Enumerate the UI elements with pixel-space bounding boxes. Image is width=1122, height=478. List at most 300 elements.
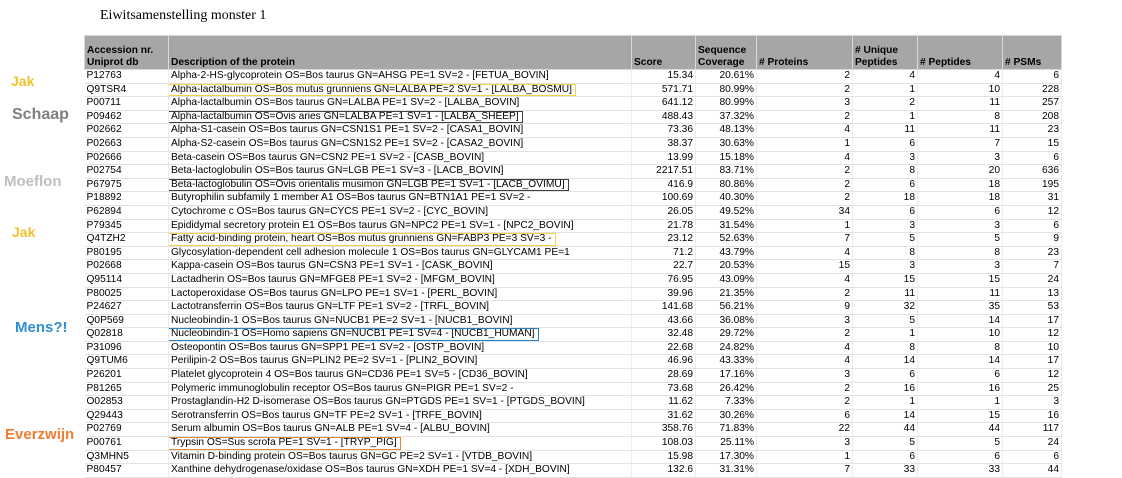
cell-peptides: 11	[918, 287, 1003, 301]
cell-unique-peptides: 1	[853, 396, 918, 410]
description-text: Prostaglandin-H2 D-isomerase OS=Bos taurus GN=PTGDS PE=1 SV=1 - [PTGDS_BOVIN]	[171, 396, 585, 408]
cell-unique-peptides: 6	[853, 205, 918, 219]
cell-accession: P79345	[85, 219, 169, 233]
cell-peptides: 18	[918, 178, 1003, 192]
cell-description	[169, 355, 632, 369]
cell-description	[169, 328, 632, 342]
column-header-coverage: Sequence Coverage	[696, 36, 757, 70]
table-row	[85, 301, 1062, 315]
cell-description	[169, 450, 632, 464]
cell-peptides: 15	[918, 409, 1003, 423]
table-row	[85, 260, 1062, 274]
cell-proteins: 7	[757, 233, 853, 247]
side-label-schaap: Schaap	[12, 106, 69, 123]
cell-coverage: 40.30%	[696, 192, 757, 206]
table-row	[85, 396, 1062, 410]
cell-psms: 208	[1003, 110, 1062, 124]
cell-score: 26.05	[632, 205, 696, 219]
cell-peptides: 14	[918, 355, 1003, 369]
cell-accession: P80457	[85, 464, 169, 478]
cell-peptides: 8	[918, 110, 1003, 124]
cell-proteins: 2	[757, 328, 853, 342]
cell-coverage: 20.53%	[696, 260, 757, 274]
table-row	[85, 124, 1062, 138]
cell-accession: P67975	[85, 178, 169, 192]
cell-accession: P02663	[85, 137, 169, 151]
cell-accession: O02853	[85, 396, 169, 410]
cell-description	[169, 219, 632, 233]
table-row	[85, 70, 1062, 84]
cell-unique-peptides: 2	[853, 97, 918, 111]
cell-proteins: 1	[757, 450, 853, 464]
description-text: Perilipin-2 OS=Bos taurus GN=PLIN2 PE=2 SV=1 - [PLIN2_BOVIN]	[171, 355, 478, 367]
cell-accession: P02769	[85, 423, 169, 437]
table-header	[85, 36, 1062, 70]
cell-proteins: 3	[757, 437, 853, 451]
table-row	[85, 437, 1062, 451]
cell-peptides: 8	[918, 341, 1003, 355]
cell-psms: 13	[1003, 287, 1062, 301]
cell-coverage: 80.86%	[696, 178, 757, 192]
cell-description	[169, 409, 632, 423]
column-header-description: Description of the protein	[169, 36, 632, 70]
page-title: Eiwitsamenstelling monster 1	[100, 8, 267, 23]
cell-description	[169, 137, 632, 151]
cell-unique-peptides: 8	[853, 341, 918, 355]
table-row	[85, 178, 1062, 192]
cell-description	[169, 233, 632, 247]
cell-description	[169, 165, 632, 179]
description-text: Trypsin OS=Sus scrofa PE=1 SV=1 - [TRYP_PIG]	[171, 437, 397, 449]
cell-unique-peptides: 3	[853, 260, 918, 274]
cell-accession: P80025	[85, 287, 169, 301]
cell-description	[169, 423, 632, 437]
cell-coverage: 48.13%	[696, 124, 757, 138]
cell-score: 31.62	[632, 409, 696, 423]
cell-description	[169, 369, 632, 383]
table-row	[85, 110, 1062, 124]
cell-description	[169, 151, 632, 165]
column-header-psms: # PSMs	[1003, 36, 1062, 70]
cell-psms: 16	[1003, 409, 1062, 423]
cell-peptides: 3	[918, 151, 1003, 165]
cell-score: 39.96	[632, 287, 696, 301]
cell-proteins: 4	[757, 124, 853, 138]
cell-description	[169, 464, 632, 478]
cell-unique-peptides: 14	[853, 409, 918, 423]
cell-unique-peptides: 33	[853, 464, 918, 478]
cell-proteins: 2	[757, 165, 853, 179]
description-text: Beta-casein OS=Bos taurus GN=CSN2 PE=1 SV=2 - [CASB_BOVIN]	[171, 151, 485, 163]
cell-unique-peptides: 6	[853, 369, 918, 383]
cell-peptides: 15	[918, 273, 1003, 287]
cell-score: 100.69	[632, 192, 696, 206]
cell-description	[169, 178, 632, 192]
cell-psms: 3	[1003, 396, 1062, 410]
description-text: Epididymal secretory protein E1 OS=Bos taurus GN=NPC2 PE=1 SV=1 - [NPC2_BOVIN]	[171, 219, 574, 231]
description-text: Fatty acid-binding protein, heart OS=Bos mutus grunniens GN=FABP3 PE=3 SV=3 -	[171, 233, 552, 245]
cell-peptides: 44	[918, 423, 1003, 437]
cell-peptides: 1	[918, 396, 1003, 410]
cell-score: 15.34	[632, 70, 696, 84]
cell-coverage: 49.52%	[696, 205, 757, 219]
cell-proteins: 4	[757, 273, 853, 287]
cell-psms: 15	[1003, 137, 1062, 151]
cell-proteins: 2	[757, 382, 853, 396]
cell-score: 38.37	[632, 137, 696, 151]
cell-score: 73.36	[632, 124, 696, 138]
cell-proteins: 9	[757, 301, 853, 315]
description-text: Alpha-S1-casein OS=Bos taurus GN=CSN1S1 PE=1 SV=2 - [CASA1_BOVIN]	[171, 124, 524, 136]
description-text: Beta-lactoglobulin OS=Ovis orientalis musimon GN=LGB PE=1 SV=1 - [LACB_OVIMU]	[171, 178, 565, 190]
cell-unique-peptides: 44	[853, 423, 918, 437]
cell-score: 23.12	[632, 233, 696, 247]
cell-unique-peptides: 5	[853, 437, 918, 451]
cell-coverage: 20.61%	[696, 70, 757, 84]
column-header-accession: Accession nr. Uniprot db	[85, 36, 169, 70]
cell-peptides: 18	[918, 192, 1003, 206]
description-text: Cytochrome c OS=Bos taurus GN=CYCS PE=1 SV=2 - [CYC_BOVIN]	[171, 205, 489, 217]
cell-coverage: 31.31%	[696, 464, 757, 478]
cell-proteins: 4	[757, 246, 853, 260]
cell-accession: Q02818	[85, 328, 169, 342]
cell-score: 28.69	[632, 369, 696, 383]
cell-unique-peptides: 11	[853, 287, 918, 301]
cell-psms: 44	[1003, 464, 1062, 478]
cell-accession: Q9TUM6	[85, 355, 169, 369]
cell-psms: 24	[1003, 437, 1062, 451]
cell-score: 71.2	[632, 246, 696, 260]
cell-peptides: 11	[918, 97, 1003, 111]
description-text: Osteopontin OS=Bos taurus GN=SPP1 PE=1 SV=2 - [OSTP_BOVIN]	[171, 341, 485, 353]
cell-score: 15.98	[632, 450, 696, 464]
column-header-proteins: # Proteins	[757, 36, 853, 70]
cell-score: 73.68	[632, 382, 696, 396]
cell-proteins: 2	[757, 110, 853, 124]
cell-unique-peptides: 8	[853, 165, 918, 179]
cell-proteins: 2	[757, 178, 853, 192]
description-text: Platelet glycoprotein 4 OS=Bos taurus GN=CD36 PE=1 SV=5 - [CD36_BOVIN]	[171, 369, 528, 381]
cell-proteins: 3	[757, 97, 853, 111]
cell-peptides: 4	[918, 70, 1003, 84]
table-row	[85, 151, 1062, 165]
table-row	[85, 382, 1062, 396]
cell-proteins: 4	[757, 355, 853, 369]
cell-proteins: 34	[757, 205, 853, 219]
cell-coverage: 37.32%	[696, 110, 757, 124]
cell-description	[169, 287, 632, 301]
table-row	[85, 409, 1062, 423]
cell-coverage: 26.42%	[696, 382, 757, 396]
cell-accession: P02668	[85, 260, 169, 274]
cell-unique-peptides: 14	[853, 355, 918, 369]
cell-coverage: 15.18%	[696, 151, 757, 165]
description-text: Beta-lactoglobulin OS=Bos taurus GN=LGB PE=1 SV=3 - [LACB_BOVIN]	[171, 165, 504, 177]
cell-proteins: 22	[757, 423, 853, 437]
column-header-score: Score	[632, 36, 696, 70]
cell-accession: Q95114	[85, 273, 169, 287]
cell-unique-peptides: 18	[853, 192, 918, 206]
cell-score: 641.12	[632, 97, 696, 111]
cell-psms: 53	[1003, 301, 1062, 315]
cell-unique-peptides: 15	[853, 273, 918, 287]
table-row	[85, 273, 1062, 287]
cell-description	[169, 301, 632, 315]
cell-accession: P81265	[85, 382, 169, 396]
cell-psms: 31	[1003, 192, 1062, 206]
side-label-mens: Mens?!	[15, 319, 68, 336]
cell-unique-peptides: 32	[853, 301, 918, 315]
cell-coverage: 43.79%	[696, 246, 757, 260]
cell-score: 76.95	[632, 273, 696, 287]
table-row	[85, 423, 1062, 437]
cell-psms: 6	[1003, 219, 1062, 233]
cell-peptides: 10	[918, 83, 1003, 97]
cell-accession: P26201	[85, 369, 169, 383]
cell-coverage: 52.63%	[696, 233, 757, 247]
table-row	[85, 287, 1062, 301]
cell-coverage: 43.09%	[696, 273, 757, 287]
table-row	[85, 369, 1062, 383]
cell-accession: Q3MHN5	[85, 450, 169, 464]
cell-score: 13.99	[632, 151, 696, 165]
cell-score: 358.76	[632, 423, 696, 437]
side-label-everzwijn: Everzwijn	[5, 426, 75, 443]
cell-description	[169, 205, 632, 219]
cell-psms: 9	[1003, 233, 1062, 247]
cell-peptides: 5	[918, 437, 1003, 451]
cell-coverage: 30.26%	[696, 409, 757, 423]
cell-score: 141.68	[632, 301, 696, 315]
description-text: Lactoperoxidase OS=Bos taurus GN=LPO PE=1 SV=1 - [PERL_BOVIN]	[171, 287, 498, 299]
cell-description	[169, 314, 632, 328]
cell-peptides: 6	[918, 450, 1003, 464]
table-row	[85, 355, 1062, 369]
cell-psms: 636	[1003, 165, 1062, 179]
description-text: Alpha-2-HS-glycoprotein OS=Bos taurus GN=AHSG PE=1 SV=2 - [FETUA_BOVIN]	[171, 70, 549, 81]
cell-score: 488.43	[632, 110, 696, 124]
cell-description	[169, 246, 632, 260]
cell-peptides: 10	[918, 328, 1003, 342]
cell-coverage: 56.21%	[696, 301, 757, 315]
cell-psms: 195	[1003, 178, 1062, 192]
table-row	[85, 314, 1062, 328]
cell-score: 32.48	[632, 328, 696, 342]
description-text: Serum albumin OS=Bos taurus GN=ALB PE=1 SV=4 - [ALBU_BOVIN]	[171, 423, 490, 435]
cell-coverage: 36.08%	[696, 314, 757, 328]
cell-score: 21.78	[632, 219, 696, 233]
cell-accession: P18892	[85, 192, 169, 206]
cell-psms: 6	[1003, 450, 1062, 464]
cell-peptides: 6	[918, 205, 1003, 219]
cell-score: 132.6	[632, 464, 696, 478]
cell-coverage: 80.99%	[696, 97, 757, 111]
cell-description	[169, 110, 632, 124]
cell-peptides: 8	[918, 246, 1003, 260]
cell-psms: 23	[1003, 124, 1062, 138]
cell-score: 571.71	[632, 83, 696, 97]
cell-accession: P02666	[85, 151, 169, 165]
cell-accession: Q0P569	[85, 314, 169, 328]
cell-accession: P80195	[85, 246, 169, 260]
cell-description	[169, 396, 632, 410]
table-row	[85, 83, 1062, 97]
cell-score: 46.96	[632, 355, 696, 369]
cell-score: 2217.51	[632, 165, 696, 179]
table-row	[85, 328, 1062, 342]
cell-accession: P24627	[85, 301, 169, 315]
cell-psms: 117	[1003, 423, 1062, 437]
cell-description	[169, 70, 632, 84]
table-row	[85, 450, 1062, 464]
cell-psms: 12	[1003, 369, 1062, 383]
table-row	[85, 97, 1062, 111]
cell-coverage: 31.54%	[696, 219, 757, 233]
column-header-unique-peptides: # Unique Peptides	[853, 36, 918, 70]
cell-peptides: 16	[918, 382, 1003, 396]
cell-proteins: 6	[757, 409, 853, 423]
cell-description	[169, 273, 632, 287]
cell-proteins: 2	[757, 396, 853, 410]
cell-score: 43.66	[632, 314, 696, 328]
cell-description	[169, 341, 632, 355]
cell-peptides: 5	[918, 233, 1003, 247]
table-row	[85, 165, 1062, 179]
cell-peptides: 3	[918, 219, 1003, 233]
cell-proteins: 2	[757, 192, 853, 206]
cell-proteins: 1	[757, 219, 853, 233]
cell-proteins: 1	[757, 137, 853, 151]
cell-psms: 12	[1003, 328, 1062, 342]
protein-table	[84, 35, 1062, 478]
cell-psms: 12	[1003, 205, 1062, 219]
table-row	[85, 219, 1062, 233]
table-row	[85, 137, 1062, 151]
cell-proteins: 2	[757, 70, 853, 84]
cell-unique-peptides: 6	[853, 178, 918, 192]
cell-accession: Q9TSR4	[85, 83, 169, 97]
cell-coverage: 30.63%	[696, 137, 757, 151]
description-text: Alpha-S2-casein OS=Bos taurus GN=CSN1S2 PE=1 SV=2 - [CASA2_BOVIN]	[171, 137, 524, 149]
cell-coverage: 24.82%	[696, 341, 757, 355]
cell-unique-peptides: 5	[853, 314, 918, 328]
cell-psms: 257	[1003, 97, 1062, 111]
cell-psms: 7	[1003, 260, 1062, 274]
header-row	[85, 36, 1062, 70]
cell-score: 416.9	[632, 178, 696, 192]
description-text: Alpha-lactalbumin OS=Bos mutus grunniens GN=LALBA PE=2 SV=1 - [LALBA_BOSMU]	[171, 83, 572, 95]
cell-unique-peptides: 1	[853, 110, 918, 124]
cell-unique-peptides: 1	[853, 328, 918, 342]
cell-accession: P02754	[85, 165, 169, 179]
cell-coverage: 25.11%	[696, 437, 757, 451]
description-text: Alpha-lactalbumin OS=Bos taurus GN=LALBA PE=1 SV=2 - [LALBA_BOVIN]	[171, 97, 520, 109]
description-text: Vitamin D-binding protein OS=Bos taurus GN=GC PE=2 SV=1 - [VTDB_BOVIN]	[171, 450, 533, 462]
cell-unique-peptides: 6	[853, 450, 918, 464]
description-text: Alpha-lactalbumin OS=Ovis aries GN=LALBA PE=1 SV=1 - [LALBA_SHEEP]	[171, 110, 519, 122]
cell-proteins: 4	[757, 151, 853, 165]
cell-description	[169, 382, 632, 396]
table-row	[85, 246, 1062, 260]
cell-coverage: 80.99%	[696, 83, 757, 97]
table-row	[85, 205, 1062, 219]
cell-unique-peptides: 3	[853, 151, 918, 165]
cell-unique-peptides: 5	[853, 233, 918, 247]
description-text: Nucleobindin-1 OS=Homo sapiens GN=NUCB1 PE=1 SV=4 - [NUCB1_HUMAN]	[171, 328, 535, 340]
cell-unique-peptides: 6	[853, 137, 918, 151]
cell-accession: P12763	[85, 70, 169, 84]
cell-psms: 228	[1003, 83, 1062, 97]
description-text: Lactadherin OS=Bos taurus GN=MFGE8 PE=1 SV=2 - [MFGM_BOVIN]	[171, 273, 495, 285]
cell-accession: P09462	[85, 110, 169, 124]
description-text: Glycosylation-dependent cell adhesion molecule 1 OS=Bos taurus GN=GLYCAM1 PE=1	[171, 246, 570, 258]
cell-unique-peptides: 8	[853, 246, 918, 260]
cell-proteins: 2	[757, 287, 853, 301]
cell-accession: Q4TZH2	[85, 233, 169, 247]
cell-psms: 6	[1003, 70, 1062, 84]
description-text: Serotransferrin OS=Bos taurus GN=TF PE=2 SV=1 - [TRFE_BOVIN]	[171, 409, 482, 421]
cell-psms: 10	[1003, 341, 1062, 355]
cell-unique-peptides: 11	[853, 124, 918, 138]
cell-psms: 6	[1003, 151, 1062, 165]
cell-peptides: 33	[918, 464, 1003, 478]
cell-description	[169, 97, 632, 111]
cell-coverage: 17.30%	[696, 450, 757, 464]
column-header-peptides: # Peptides	[918, 36, 1003, 70]
cell-psms: 25	[1003, 382, 1062, 396]
table-row	[85, 192, 1062, 206]
cell-accession: P00761	[85, 437, 169, 451]
cell-score: 11.62	[632, 396, 696, 410]
cell-peptides: 20	[918, 165, 1003, 179]
cell-description	[169, 124, 632, 138]
cell-description	[169, 83, 632, 97]
cell-coverage: 21.35%	[696, 287, 757, 301]
cell-description	[169, 260, 632, 274]
table-row	[85, 341, 1062, 355]
cell-peptides: 11	[918, 124, 1003, 138]
cell-psms: 17	[1003, 314, 1062, 328]
cell-proteins: 3	[757, 369, 853, 383]
description-text: Lactotransferrin OS=Bos taurus GN=LTF PE=1 SV=2 - [TRFL_BOVIN]	[171, 301, 490, 313]
cell-proteins: 4	[757, 341, 853, 355]
description-text: Polymeric immunoglobulin receptor OS=Bos taurus GN=PIGR PE=1 SV=2 -	[171, 382, 514, 394]
side-label-jak: Jak	[12, 224, 36, 240]
cell-proteins: 7	[757, 464, 853, 478]
cell-unique-peptides: 1	[853, 83, 918, 97]
cell-peptides: 7	[918, 137, 1003, 151]
cell-unique-peptides: 4	[853, 70, 918, 84]
cell-accession: P02662	[85, 124, 169, 138]
description-text: Butyrophilin subfamily 1 member A1 OS=Bos taurus GN=BTN1A1 PE=1 SV=2 -	[171, 192, 531, 204]
cell-peptides: 3	[918, 260, 1003, 274]
cell-unique-peptides: 3	[853, 219, 918, 233]
cell-accession: P31096	[85, 341, 169, 355]
cell-proteins: 3	[757, 314, 853, 328]
cell-description	[169, 192, 632, 206]
cell-proteins: 2	[757, 83, 853, 97]
cell-coverage: 83.71%	[696, 165, 757, 179]
cell-accession: P62894	[85, 205, 169, 219]
description-text: Nucleobindin-1 OS=Bos taurus GN=NUCB1 PE=2 SV=1 - [NUCB1_BOVIN]	[171, 314, 513, 326]
cell-peptides: 35	[918, 301, 1003, 315]
cell-score: 108.03	[632, 437, 696, 451]
cell-proteins: 15	[757, 260, 853, 274]
cell-coverage: 17.16%	[696, 369, 757, 383]
cell-psms: 23	[1003, 246, 1062, 260]
cell-coverage: 43.33%	[696, 355, 757, 369]
cell-peptides: 14	[918, 314, 1003, 328]
